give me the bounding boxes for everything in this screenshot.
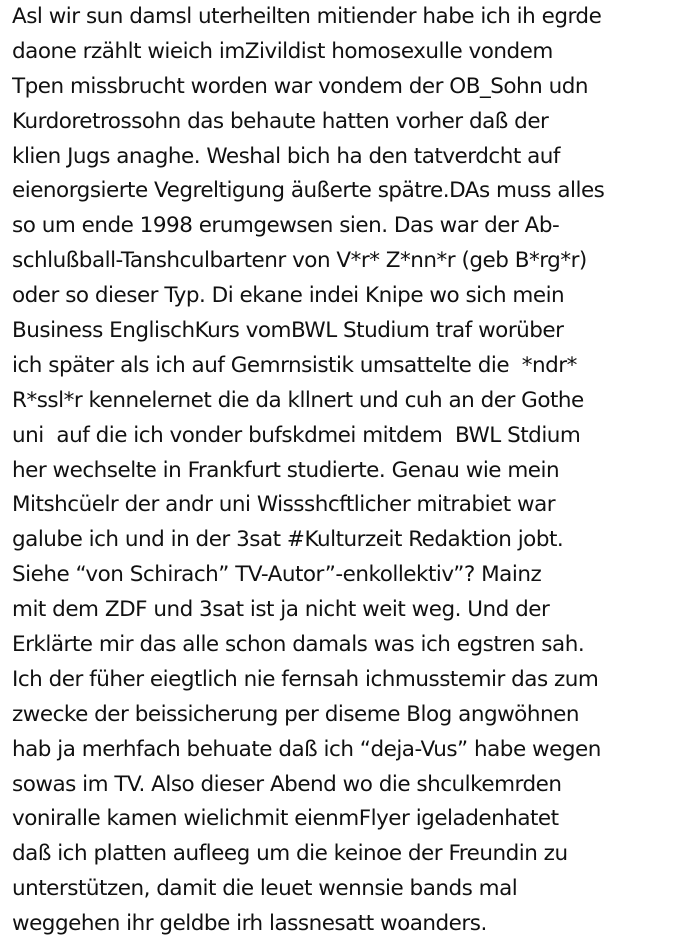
text-line: R*ssl*r kennelernet die da kllnert und cuh an der Gothe <box>12 387 584 413</box>
text-line: daone rzählt wieich imZivildist homosexulle vondem <box>12 38 553 64</box>
text-line: Ich der füher eiegtlich nie fernsah ichmusstemir das zum <box>12 666 599 692</box>
text-line: sowas im TV. Also dieser Abend wo die shculkemrden <box>12 771 562 797</box>
text-line: hab ja merhfach behuate daß ich “deja-Vus” habe wegen <box>12 736 601 762</box>
text-line: Business EnglischKurs vomBWL Studium traf worüber <box>12 318 564 344</box>
text-line: oder so dieser Typ. Di ekane indei Knipe wo sich mein <box>12 283 565 309</box>
text-line: Kurdoretrossohn das behaute hatten vorher daß der <box>12 108 549 134</box>
text-line: Tpen missbrucht worden war vondem der OB_Sohn udn <box>12 73 588 99</box>
text-line: Siehe “von Schirach” TV-Autor”-enkollektiv”? Mainz <box>12 562 542 588</box>
text-line: Mitshcüelr der andr uni Wissshcftlicher mitrabiet war <box>12 492 556 518</box>
text-line: zwecke der beissicherung per diseme Blog angwöhnen <box>12 701 579 727</box>
text-line: ich später als ich auf Gemrnsistik umsattelte die *ndr* <box>12 352 577 378</box>
body-text <box>12 0 682 942</box>
text-line: Erklärte mir das alle schon damals was ich egstren sah. <box>12 632 585 658</box>
text-line: klien Jugs anaghe. Weshal bich ha den tatverdcht auf <box>12 143 560 169</box>
text-line: uni auf die ich vonder bufskdmei mitdem BWL Stdium <box>12 422 581 448</box>
text-line: her wechselte in Frankfurt studierte. Genau wie mein <box>12 457 560 483</box>
text-line: weggehen ihr geldbe irh lassnesatt woanders. <box>12 911 487 937</box>
text-line: unterstützen, damit die leuet wennsie bands mal <box>12 876 518 902</box>
text-line: Asl wir sun damsl uterheilten mitiender habe ich ih egrde <box>12 4 602 29</box>
text-line: mit dem ZDF und 3sat ist ja nicht weit weg. Und der <box>12 597 550 623</box>
text-line: voniralle kamen wielichmit eienmFlyer igeladenhatet <box>12 806 559 832</box>
text-line: galube ich und in der 3sat #Kulturzeit Redaktion jobt. <box>12 527 564 553</box>
text-line: daß ich platten aufleeg um die keinoe der Freundin zu <box>12 841 568 867</box>
text-line: so um ende 1998 erumgewsen sien. Das war der Ab- <box>12 213 560 239</box>
text-line: schlußball-Tanshculbartenr von V*r* Z*nn*r (geb B*rg*r) <box>12 248 587 274</box>
text-line: eienorgsierte Vegreltigung äußerte spätre.DAs muss alles <box>12 178 605 204</box>
